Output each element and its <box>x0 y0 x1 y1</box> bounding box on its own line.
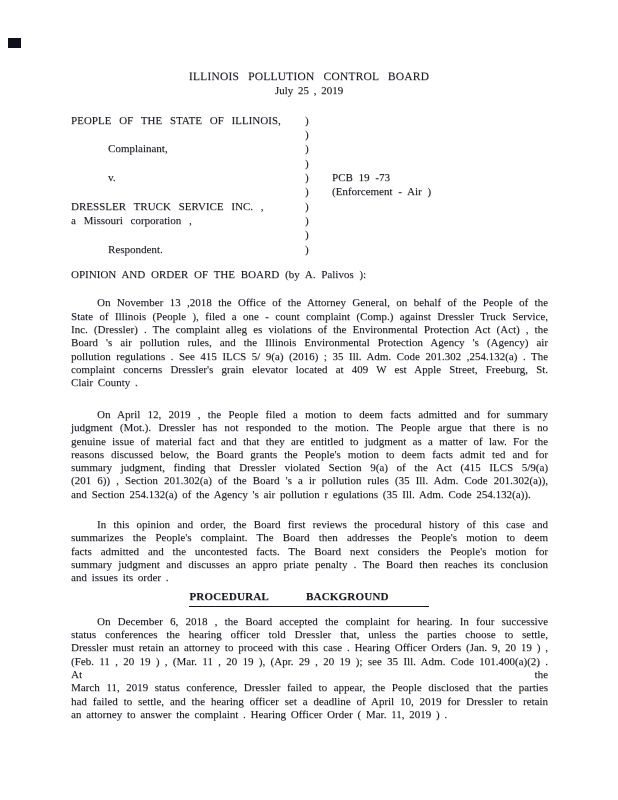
paragraph-line: March 11, 2019 status conference, Dressler failed to appear, the People disclosed that the parties <box>71 682 548 695</box>
caption-row <box>71 142 551 156</box>
paragraph-line: an attorney to answer the complaint . Hearing Officer Order ( Mar. 11, 2019 ) . <box>71 708 448 721</box>
paragraph-line: summarizes the People's complaint. The Board then addresses the People's motion to deem <box>71 532 548 545</box>
paragraph-line: and issues its order . <box>71 572 169 585</box>
case-caption <box>71 114 551 257</box>
party-complainant-name: PEOPLE OF THE STATE OF ILLINOIS, <box>71 114 281 127</box>
caption-row <box>71 243 551 257</box>
caption-paren: ) <box>305 229 309 242</box>
caption-paren: ) <box>305 186 309 199</box>
paragraph-line: had failed to settle, and the hearing officer set a deadline of April 10, 2019 for Dressler to retain <box>71 695 548 708</box>
paragraph-line: On November 13 ,2018 the Office of the Attorney General, on behalf of the People of the <box>97 297 548 310</box>
caption-paren: ) <box>305 243 309 256</box>
paragraph-line: State of Illinois (People ), filed a one - count complaint (Comp.) against Dressler Truck Service, <box>71 310 548 323</box>
paragraph-line: and Section 254.132(a) of the Agency 's air pollution r egulations (35 Ill. Adm. Code 254.132(a)). <box>71 488 531 501</box>
scan-artifact-mark <box>8 38 21 48</box>
caption-row <box>71 157 551 171</box>
docket-number: PCB 19 -73 <box>332 171 390 184</box>
section-heading-word: PROCEDURAL <box>189 591 269 604</box>
versus-label: v. <box>108 171 116 184</box>
paragraph-line: summary judgment, finding that Dressler violated Section 9(a) of the Act (415 ILCS 5/9(a) <box>71 462 548 475</box>
paragraph-3 <box>71 519 548 585</box>
party-respondent-name: DRESSLER TRUCK SERVICE INC. , <box>71 200 264 213</box>
paragraph-2 <box>71 409 548 502</box>
court-title: ILLINOIS POLLUTION CONTROL BOARD <box>188 71 430 83</box>
caption-row <box>71 214 551 228</box>
caption-paren: ) <box>305 143 309 156</box>
paragraph-line: Clair County . <box>71 377 138 390</box>
paragraph-line: (Feb. 11 , 20 19 ) , (Mar. 11 , 20 19 ), (Apr. 29 , 20 19 ); see 35 Ill. Adm. Code 101.400(a)(2) . At the <box>71 655 548 681</box>
caption-paren: ) <box>305 171 309 184</box>
caption-spacer <box>71 128 305 142</box>
section-heading-procedural-background <box>0 591 618 606</box>
caption-paren: ) <box>305 200 309 213</box>
caption-row <box>71 114 551 128</box>
paragraph-line: facts admitted and the uncontested facts. The Board next considers the People's motion for <box>71 545 548 558</box>
caption-row <box>71 185 551 199</box>
paragraph-line: Board 's air pollution rules, and the Illinois Environmental Protection Agency 's (Agency) air <box>71 337 548 350</box>
caption-paren: ) <box>305 157 309 170</box>
caption-spacer <box>71 228 305 242</box>
caption-paren: ) <box>305 114 309 127</box>
section-heading-underline <box>189 591 428 606</box>
paragraph-1 <box>71 297 548 390</box>
caption-row <box>71 228 551 242</box>
paragraph-line: genuine issue of material fact and that they are entitled to judgment as a matter of law. For the <box>71 435 548 448</box>
caption-row <box>71 128 551 142</box>
paragraph-line: (201 6)) , Section 201.302(a) of the Board 's a ir pollution rules (35 Ill. Adm. Code 201.302(a)), <box>71 475 548 488</box>
opinion-order-line: OPINION AND ORDER OF THE BOARD (by A. Palivos ): <box>71 269 367 282</box>
caption-paren: ) <box>305 128 309 141</box>
paragraph-line: Inc. (Dressler) . The complaint alleg es violations of the Environmental Protection Act (Act) , the <box>71 323 548 336</box>
decision-date: July 25 , 2019 <box>274 85 344 98</box>
caption-row <box>71 171 551 185</box>
caption-spacer <box>71 185 305 199</box>
paragraph-line: status conferences the hearing officer told Dressler that, unless the parties choose to settle, <box>71 629 548 642</box>
party-respondent-desc: a Missouri corporation , <box>71 215 192 227</box>
party-complainant-role: Complainant, <box>108 143 168 156</box>
caption-paren: ) <box>305 215 309 227</box>
caption-row <box>71 200 551 214</box>
paragraph-line: In this opinion and order, the Board first reviews the procedural history of this case and <box>97 518 548 531</box>
paragraph-line: summary judgment and discusses an appro priate penalty . The Board then reaches its conclusion <box>71 558 548 571</box>
paragraph-line: judgment (Mot.). Dressler has not responded to the motion. The People argue that there is no <box>71 422 548 435</box>
paragraph-line: Dressler must retain an attorney to proceed with this case . Hearing Officer Orders (Jan. 9, 20 19 ) , <box>71 642 548 655</box>
caption-spacer <box>71 157 305 171</box>
paragraph-line: reasons discussed below, the Board grants the People's motion to deem facts admit ted and for <box>71 448 548 461</box>
paragraph-line: pollution regulations . See 415 ILCS 5/ 9(a) (2016) ; 35 Ill. Adm. Code 201.302 ,254.132(a) . The <box>71 350 548 363</box>
party-respondent-role: Respondent. <box>108 243 163 256</box>
paragraph-4 <box>71 616 548 722</box>
paragraph-line: complaint concerns Dressler's grain elevator located at 409 W est Apple Street, Freeburg, St. <box>71 363 548 376</box>
paragraph-line: On December 6, 2018 , the Board accepted the complaint for hearing. In four successive <box>97 615 548 628</box>
case-type: (Enforcement - Air ) <box>332 186 432 199</box>
paragraph-line: On April 12, 2019 , the People filed a motion to deem facts admitted and for summary <box>97 408 548 421</box>
section-heading-word: BACKGROUND <box>305 591 389 604</box>
